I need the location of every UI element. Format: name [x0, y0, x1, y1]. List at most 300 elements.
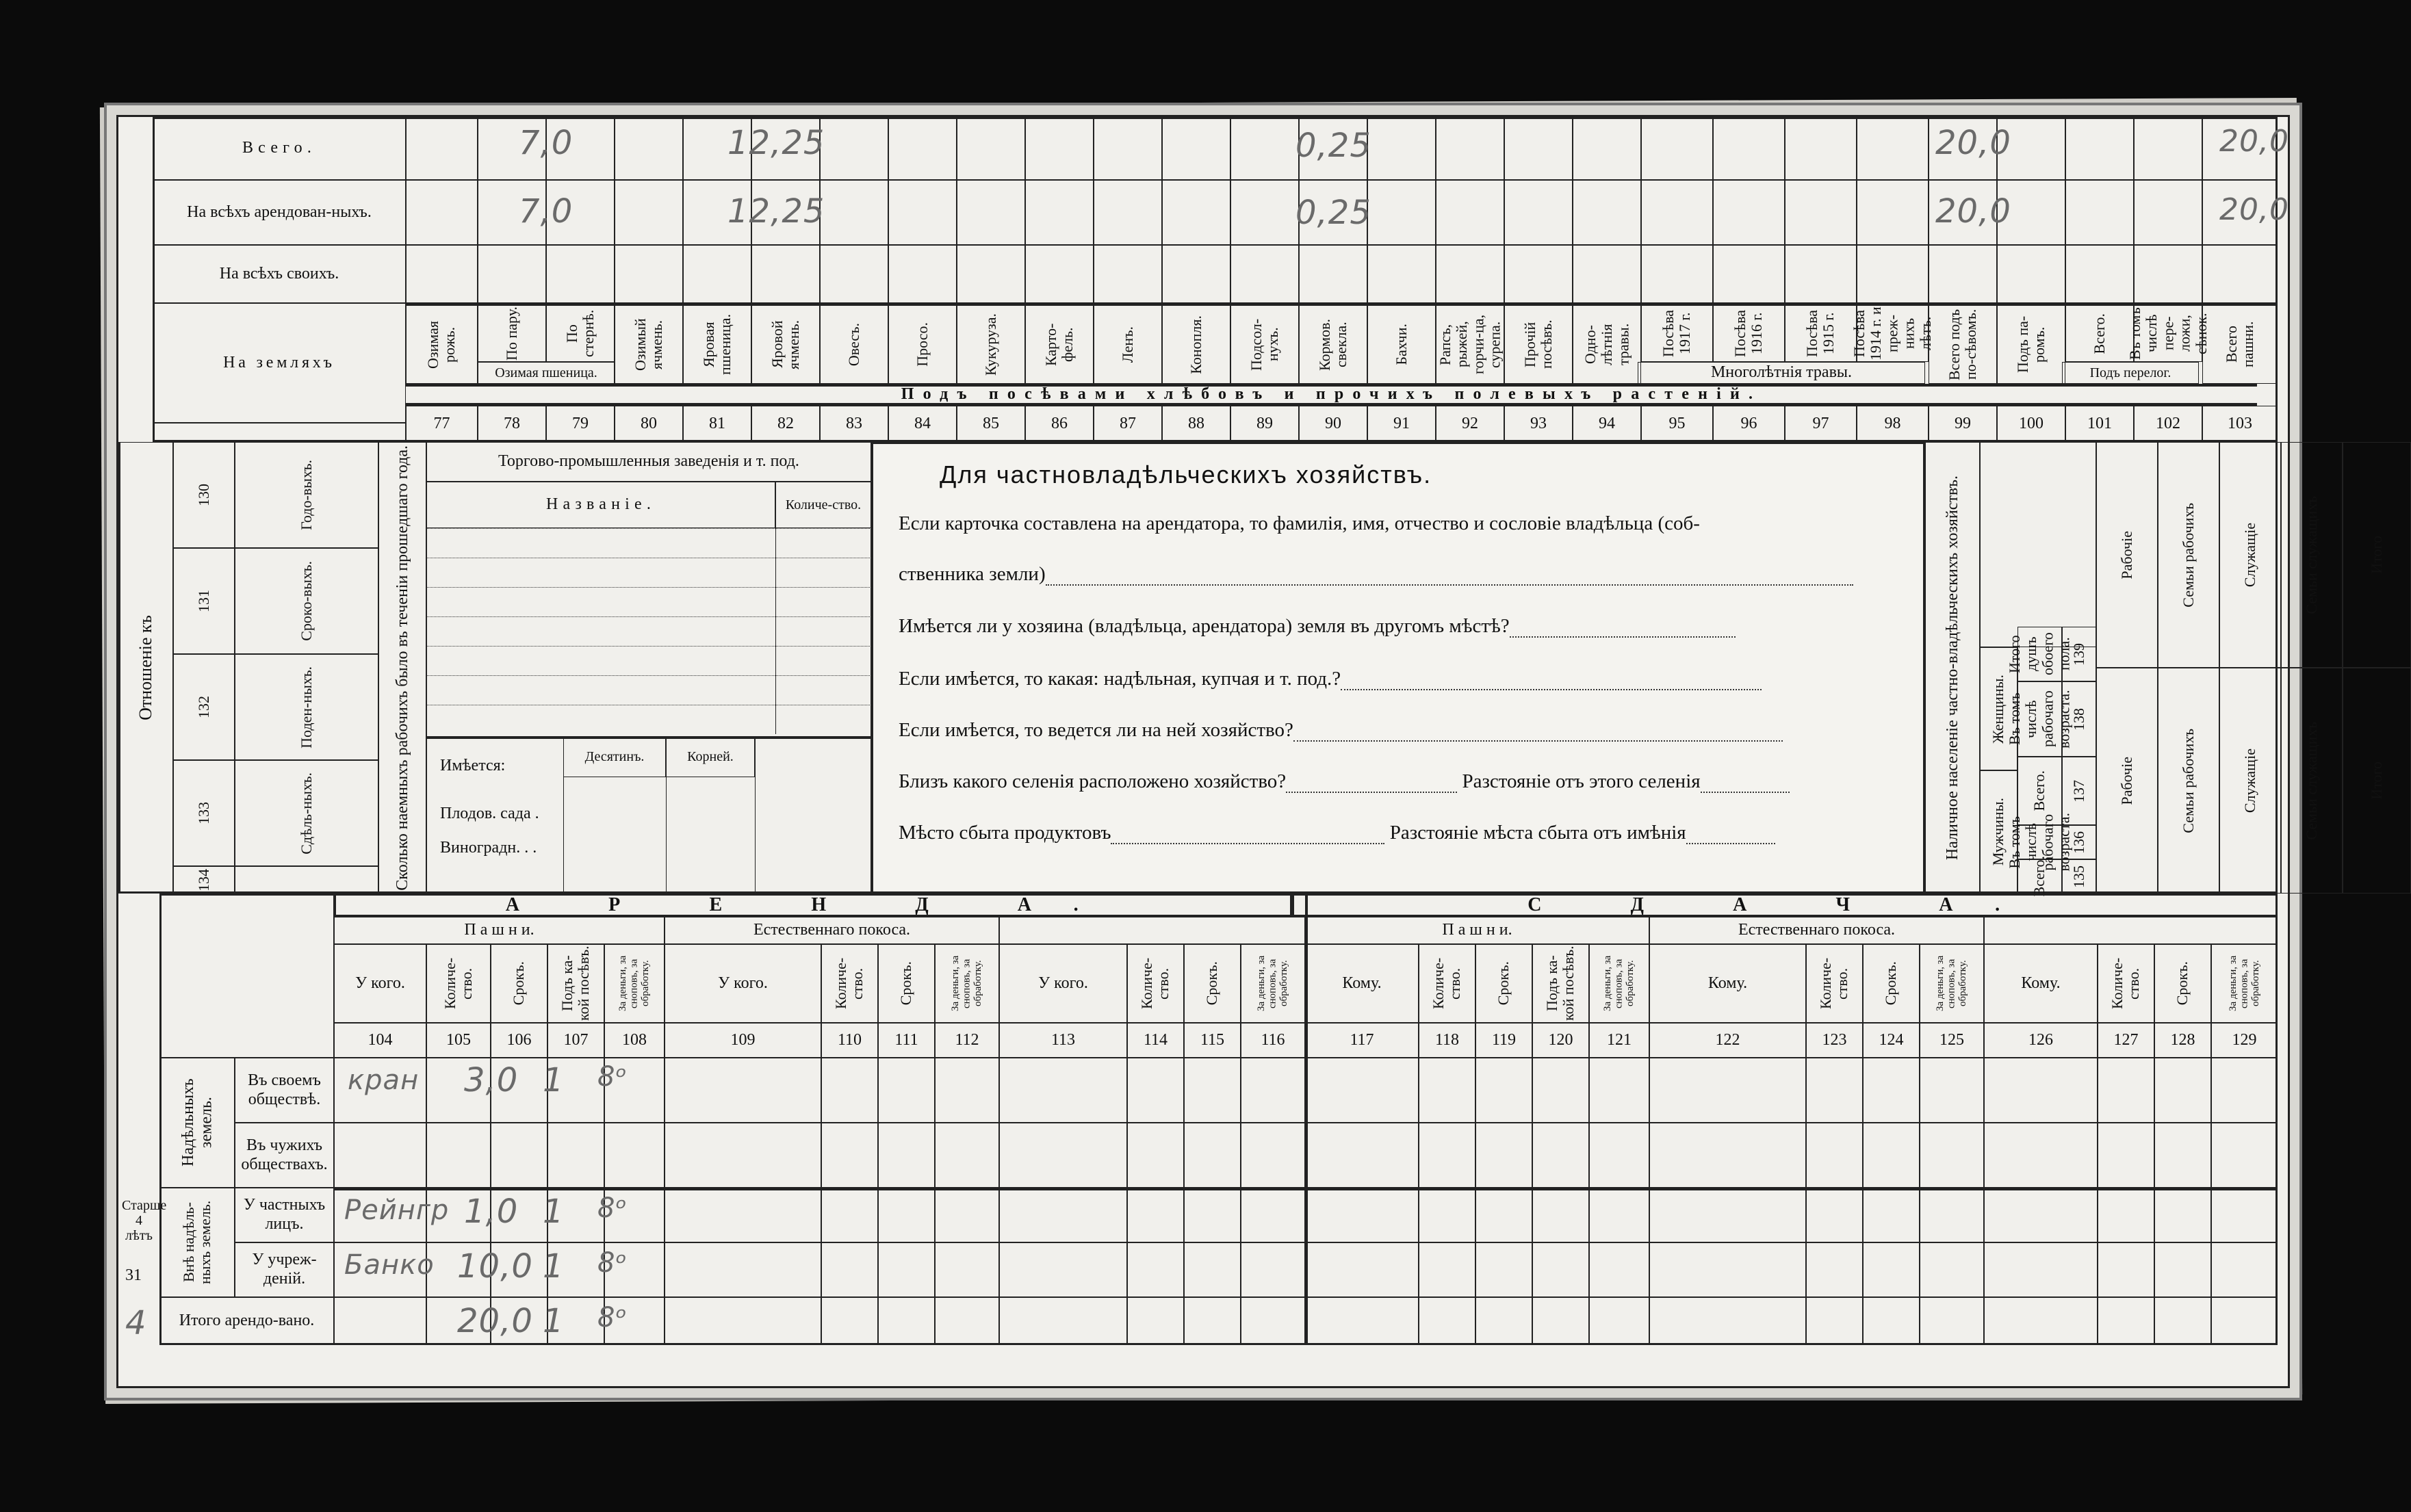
crop-cell-own	[1997, 245, 2065, 303]
crop-col-number-text: 88	[1188, 415, 1204, 432]
crop-cell-own	[615, 245, 683, 303]
crop-col-number-text: 82	[777, 415, 794, 432]
lease-cell	[935, 1297, 999, 1345]
crop-col-number	[957, 406, 1025, 442]
lease-col-number-text: 125	[1939, 1031, 1964, 1049]
right-col-bottom	[2343, 668, 2411, 894]
right-col-top	[2281, 442, 2343, 668]
lease-col-header	[334, 944, 426, 1023]
pop-row-number-text: 135	[2070, 865, 2087, 888]
crop-col-number	[751, 406, 820, 442]
hw-lease-r3-term: 1	[543, 1192, 565, 1231]
lease-cell	[1241, 1242, 1305, 1297]
hw-lease-r4-whom: Банко	[344, 1249, 435, 1281]
lease-cell	[1419, 1297, 1475, 1345]
lease-col-number	[1127, 1023, 1184, 1058]
lease-col-header	[1475, 944, 1532, 1023]
lease-col-number-text: 114	[1143, 1031, 1168, 1049]
lease-cell	[1649, 1242, 1806, 1297]
crop-col-number-text: 94	[1599, 415, 1615, 432]
lease-cell	[1649, 1123, 1806, 1188]
row-label-total: Всего.	[153, 117, 406, 180]
lease-subgroup-text: П а ш н и.	[1442, 921, 1512, 939]
lease-col-header-text: Количе-ство.	[1817, 957, 1851, 1010]
crop-col-number	[1504, 406, 1573, 442]
lease-cell	[1984, 1058, 2098, 1123]
crop-col-header-text: Озимый ячмень.	[631, 318, 665, 371]
crop-cell-own	[1367, 245, 1436, 303]
lease-cell	[1475, 1188, 1532, 1242]
lease-col-number-text: 127	[2113, 1031, 2139, 1049]
trade-row-qty	[775, 646, 871, 675]
crop-col-header-text: Овесъ.	[845, 322, 862, 367]
relation-number	[173, 548, 235, 654]
pop-row-number	[2062, 825, 2096, 859]
lease-col-number-text: 119	[1491, 1031, 1517, 1049]
arenda-title: А Р Е Н Д А.	[334, 894, 1292, 917]
relation-col-label-text: Сдѣль-ныхъ.	[297, 772, 315, 855]
pop-row-number-text: 139	[2070, 642, 2087, 666]
lease-cell	[1920, 1058, 1984, 1123]
lease-cell	[1305, 1188, 1419, 1242]
crop-cell-own	[1299, 245, 1367, 303]
lease-cell	[2098, 1123, 2154, 1188]
lease-col-header-text: Количе-ство.	[1430, 957, 1464, 1010]
lease-col-number	[426, 1023, 491, 1058]
crop-col-header-text: Конопля.	[1187, 315, 1204, 374]
lease-cell	[999, 1123, 1127, 1188]
crop-cell-total	[615, 117, 683, 180]
lease-col-number	[2154, 1023, 2211, 1058]
lease-cell	[1184, 1058, 1241, 1123]
crop-cell-total	[406, 117, 478, 180]
lease-subgroup-text: Естественнаго покоса.	[1738, 921, 1896, 939]
lease-cell	[665, 1242, 821, 1297]
lease-col-number-text: 111	[894, 1031, 918, 1049]
crop-col-header-text: Всего.	[2090, 313, 2108, 354]
men-label-text: Мужчины.	[1989, 798, 2007, 866]
right-col-bottom	[2096, 668, 2158, 894]
lease-cell	[1920, 1242, 1984, 1297]
lease-cell	[1920, 1123, 1984, 1188]
lease-cell	[878, 1123, 935, 1188]
lease-cell	[878, 1058, 935, 1123]
lease-col-header-text: Срокъ.	[2174, 961, 2191, 1006]
crop-col-number	[1436, 406, 1504, 442]
has-col-roots: Корней.	[666, 736, 755, 777]
crop-col-number	[820, 406, 888, 442]
lease-cell	[1589, 1188, 1649, 1242]
crop-col-header	[888, 303, 957, 384]
crop-cell-own	[1436, 245, 1504, 303]
group-vne: Внѣ надѣль-ныхъ земель.	[159, 1188, 235, 1297]
crop-col-number	[2202, 406, 2278, 442]
hw-lease-r5-crop: 8ᵒ	[597, 1302, 628, 1333]
lease-cell	[1920, 1297, 1984, 1345]
crop-cell-own	[2134, 245, 2202, 303]
hw-lease-r1-term: 1	[543, 1061, 565, 1099]
pop-row-label	[2006, 813, 2073, 872]
lease-col-header	[1984, 944, 2098, 1023]
right-col-bottom	[2281, 668, 2343, 894]
lease-col-header-text: Срокъ.	[510, 961, 528, 1006]
lease-subgroup	[999, 917, 1305, 944]
hw-lease-r4-term: 1	[543, 1247, 565, 1286]
hw-lease-r4-crop: 8ᵒ	[597, 1247, 628, 1279]
lease-col-number	[491, 1023, 547, 1058]
row-other-society: Въ чужихъ обществахъ.	[235, 1123, 334, 1188]
lease-col-number	[1532, 1023, 1589, 1058]
trade-name-header: Названіе.	[426, 482, 775, 528]
pop-row-label	[2017, 856, 2062, 897]
trade-row-qty	[775, 616, 871, 646]
crop-col-number	[1162, 406, 1230, 442]
crop-col-header	[546, 303, 615, 362]
lease-col-number	[1863, 1023, 1920, 1058]
crop-cell-rented	[1367, 180, 1436, 245]
lease-col-header	[1241, 944, 1305, 1023]
crop-cell-total	[1785, 117, 1857, 180]
sdacha-title: С Д А Ч А.	[1292, 894, 2278, 917]
crop-cell-total	[888, 117, 957, 180]
row-label-own: На всѣхъ своихъ.	[153, 245, 406, 303]
crop-cell-total	[957, 117, 1025, 180]
lease-col-number	[878, 1023, 935, 1058]
lease-cell	[1806, 1242, 1863, 1297]
hw-rented-rye-wheat: 7,0	[519, 192, 573, 231]
lease-cell	[999, 1188, 1127, 1242]
margin-num-31: 31	[125, 1266, 142, 1284]
pop-row-label-text: Въ томъ числѣ рабочаго возраста.	[2006, 690, 2073, 748]
lease-col-number	[999, 1023, 1127, 1058]
crop-col-number-text: 85	[983, 415, 999, 432]
right-col-bottom-text: Рабочіе	[2117, 756, 2135, 805]
crop-cell-rented	[1436, 180, 1504, 245]
crop-col-number	[1367, 406, 1436, 442]
lease-col-header	[1532, 944, 1589, 1023]
crop-col-header	[1436, 303, 1504, 384]
lease-col-header	[1649, 944, 1806, 1023]
crop-col-header	[478, 303, 546, 362]
right-col-top-text: Служащіе	[2241, 522, 2258, 588]
right-col-top-text: Семьи служащихъ	[2302, 495, 2320, 614]
relation-extra-blank	[235, 866, 378, 894]
right-col-top-text: Семьи рабочихъ	[2179, 502, 2197, 608]
crop-col-header	[1573, 303, 1641, 384]
crop-col-header-text: Ленъ.	[1118, 326, 1136, 363]
has-col-desyatin: Десятинъ.	[563, 736, 666, 777]
relation-col-label	[235, 442, 378, 548]
crop-col-number-text: 95	[1668, 415, 1686, 432]
hw-rented-spring-wheat: 12,25	[727, 192, 825, 231]
lease-col-header	[426, 944, 491, 1023]
lease-col-header	[2211, 944, 2278, 1023]
lease-cell	[1475, 1058, 1532, 1123]
crop-col-number-text: 86	[1051, 415, 1068, 432]
right-col-bottom	[2219, 668, 2281, 894]
lease-cell	[1241, 1058, 1305, 1123]
hw-rented-sown: 20,0	[1935, 192, 2011, 231]
relation-number-text: 131	[194, 590, 212, 612]
crop-col-number-text: 77	[433, 415, 450, 432]
crop-col-header-text: Всего подъ по-сѣвомъ.	[1945, 309, 1979, 380]
relation-number-extra	[173, 866, 235, 894]
crop-col-header	[1929, 303, 1997, 384]
lease-col-header-text: Срокъ.	[1882, 961, 1900, 1006]
crop-cell-own	[478, 245, 546, 303]
lease-cell	[491, 1123, 547, 1188]
lease-cell	[1475, 1123, 1532, 1188]
lease-col-header	[878, 944, 935, 1023]
private-q3: Если имѣется, то какая: надѣльная, купчая и т. под.?	[899, 668, 1762, 690]
lease-cell	[1863, 1058, 1920, 1123]
trade-row-name	[426, 528, 775, 558]
trade-row-name	[426, 705, 775, 734]
lease-col-number	[1305, 1023, 1419, 1058]
crop-col-header-text: По пару.	[502, 307, 520, 361]
crop-col-number-text: 101	[2087, 415, 2112, 432]
lease-cell	[1127, 1242, 1184, 1297]
hw-lease-r1-crop: 8ᵒ	[597, 1061, 628, 1093]
crop-cell-own	[751, 245, 820, 303]
trade-title: Торгово-промышленныя заведенія и т. под.	[426, 442, 871, 482]
lease-cell	[1649, 1188, 1806, 1242]
lease-col-number	[1806, 1023, 1863, 1058]
crop-col-header-text: Подъ па-ромъ.	[2013, 315, 2048, 374]
crop-cell-own	[683, 245, 751, 303]
lease-cell	[1419, 1123, 1475, 1188]
lease-col-number-text: 106	[506, 1031, 532, 1049]
crop-col-header	[1641, 303, 1713, 362]
hw-lease-r5-term: 1	[543, 1302, 565, 1340]
lease-col-header-text: Кому.	[2021, 974, 2061, 992]
pop-row-label-text: Всего.	[2030, 770, 2048, 811]
fallow-group	[2062, 362, 2199, 384]
trade-row-name	[426, 616, 775, 646]
crop-col-header	[1851, 303, 1934, 362]
lease-cell	[2154, 1188, 2211, 1242]
crop-cell-rented	[1230, 180, 1299, 245]
crop-col-header-text: Бахчи.	[1392, 324, 1410, 365]
crop-cell-total	[1713, 117, 1785, 180]
lease-col-number-text: 120	[1548, 1031, 1573, 1049]
pop-row-label-text: Всего.	[2030, 856, 2048, 897]
lease-cell	[1806, 1188, 1863, 1242]
lease-cell	[1241, 1188, 1305, 1242]
relation-number	[173, 442, 235, 548]
lease-col-header	[1184, 944, 1241, 1023]
lease-cell	[878, 1188, 935, 1242]
lease-subgroup	[1305, 917, 1649, 944]
lease-col-header-text: Срокъ.	[1495, 961, 1512, 1006]
lease-col-number-text: 107	[563, 1031, 589, 1049]
lease-col-header	[547, 944, 604, 1023]
pop-row-label-text: Итого душъ обоего пола.	[2006, 632, 2073, 676]
lease-col-header-text: Количе-ство.	[832, 957, 866, 1010]
crop-col-number-text: 93	[1530, 415, 1547, 432]
crop-cell-rented	[2065, 180, 2134, 245]
crop-col-header-text: По стернѣ.	[563, 309, 597, 358]
lease-cell	[999, 1242, 1127, 1297]
lease-cell	[1305, 1297, 1419, 1345]
crop-col-header	[615, 303, 683, 384]
crop-cell-own	[2202, 245, 2278, 303]
lease-cell	[821, 1242, 878, 1297]
lease-cell	[1920, 1188, 1984, 1242]
crop-col-header	[1230, 303, 1299, 384]
lease-cell	[1241, 1123, 1305, 1188]
lease-cell	[1806, 1058, 1863, 1123]
lease-cell	[1863, 1242, 1920, 1297]
lease-cell	[547, 1123, 604, 1188]
lease-cell	[1475, 1242, 1532, 1297]
row-total-leased: Итого арендо-вано.	[159, 1297, 334, 1345]
crop-col-number-text: 91	[1393, 415, 1410, 432]
crop-col-number-text: 84	[914, 415, 931, 432]
relation-number-extra-text: 134	[194, 868, 212, 891]
lease-col-number-text: 115	[1200, 1031, 1225, 1049]
lease-cell	[2211, 1188, 2278, 1242]
right-col-top-text: Итого	[2367, 536, 2385, 574]
lease-col-number	[2098, 1023, 2154, 1058]
crop-col-number-text: 102	[2156, 415, 2180, 432]
crop-col-header	[406, 303, 478, 384]
relation-col-label	[235, 548, 378, 654]
lease-cell	[1532, 1188, 1589, 1242]
lease-cell	[1127, 1297, 1184, 1345]
lease-cell	[1475, 1297, 1532, 1345]
lease-cell	[2154, 1058, 2211, 1123]
crop-cell-own	[1713, 245, 1785, 303]
crop-col-number	[478, 406, 546, 442]
lease-col-number	[665, 1023, 821, 1058]
lease-cell	[604, 1123, 665, 1188]
private-title: Для частновладѣльческихъ хозяйствъ.	[940, 460, 1432, 488]
lease-col-number-text: 104	[368, 1031, 393, 1049]
lease-col-number	[821, 1023, 878, 1058]
lease-cell	[1589, 1297, 1649, 1345]
lease-cell	[2098, 1058, 2154, 1123]
lease-col-number	[1920, 1023, 1984, 1058]
lease-cell	[2211, 1297, 2278, 1345]
lease-cell	[1863, 1297, 1920, 1345]
row-institutions: У учреж-деній.	[235, 1242, 334, 1297]
lease-cell	[1589, 1123, 1649, 1188]
crop-cell-rented	[1713, 180, 1785, 245]
lease-col-number	[2211, 1023, 2278, 1058]
crop-col-header	[1504, 303, 1573, 384]
lease-col-header-text: За деньги, за сноповъ, за обработку.	[617, 955, 652, 1012]
lease-subgroup-text: Естественнаго покоса.	[753, 921, 911, 939]
crop-cell-own	[1929, 245, 1997, 303]
lease-cell	[1184, 1242, 1241, 1297]
crop-col-number	[1573, 406, 1641, 442]
lease-cell	[999, 1058, 1127, 1123]
crop-cell-rented	[888, 180, 957, 245]
right-col-top	[2343, 442, 2411, 668]
lease-col-number	[334, 1023, 426, 1058]
lease-col-header	[604, 944, 665, 1023]
right-col-bottom	[2158, 668, 2219, 894]
crop-col-header-text: Кормов. свекла.	[1315, 318, 1350, 371]
crop-cell-total	[820, 117, 888, 180]
lease-cell	[1532, 1058, 1589, 1123]
relation-number-text: 130	[194, 484, 212, 506]
lease-cell	[1184, 1188, 1241, 1242]
trade-row-qty	[775, 528, 871, 558]
lease-cell	[2154, 1297, 2211, 1345]
relation-number-text: 132	[194, 696, 212, 718]
crop-col-header-text: Посѣва 1917 г.	[1660, 310, 1694, 358]
lease-cell	[1863, 1123, 1920, 1188]
crop-col-header-text: Одно-лѣтнія травы.	[1581, 323, 1632, 366]
crop-col-header-text: Всего пашни.	[2222, 321, 2256, 368]
lease-cell	[1127, 1058, 1184, 1123]
crop-col-header	[1025, 303, 1094, 384]
lease-cell	[665, 1123, 821, 1188]
lease-col-number-text: 110	[837, 1031, 862, 1049]
lease-cell	[878, 1297, 935, 1345]
crop-col-header-text: Рапсъ, рыжей, горчи-ца, сурепа.	[1436, 314, 1504, 375]
crop-cell-own	[406, 245, 478, 303]
trade-row-name	[426, 587, 775, 616]
crop-col-number-text: 98	[1884, 415, 1901, 432]
crop-col-number-text: 99	[1955, 415, 1971, 432]
crop-cell-own	[957, 245, 1025, 303]
crop-col-header	[1997, 303, 2065, 384]
crop-cell-total	[1367, 117, 1436, 180]
pop-row-number	[2062, 627, 2096, 681]
crop-cell-own	[1230, 245, 1299, 303]
crop-col-header	[1162, 303, 1230, 384]
crop-col-number	[406, 406, 478, 442]
lease-cell	[1419, 1188, 1475, 1242]
lease-cell	[821, 1297, 878, 1345]
lease-col-number-text: 129	[2232, 1031, 2257, 1049]
lease-cell	[1589, 1058, 1649, 1123]
lease-col-number-text: 105	[446, 1031, 471, 1049]
lease-cell	[2098, 1242, 2154, 1297]
relation-number	[173, 654, 235, 760]
lease-cell	[1127, 1123, 1184, 1188]
lease-cell	[821, 1058, 878, 1123]
lease-cell	[1305, 1242, 1419, 1297]
lease-col-number-text: 118	[1434, 1031, 1460, 1049]
hw-rented-beet: 0,25	[1295, 194, 1371, 232]
crop-cell-own	[2065, 245, 2134, 303]
lease-cell	[1241, 1297, 1305, 1345]
lease-cell	[1649, 1297, 1806, 1345]
crop-banner: Подъ посѣвами хлѣбовъ и прочихъ полевыхъ растеній.	[406, 384, 2257, 406]
margin-older: Старше 4 лѣтъ	[122, 1198, 167, 1243]
hw-lease-r1-whom: кран	[348, 1065, 420, 1096]
lease-cell	[1532, 1297, 1589, 1345]
lease-cell	[334, 1123, 426, 1188]
row-private-persons: У частныхъ лицъ.	[235, 1188, 334, 1242]
lease-col-number	[1984, 1023, 2098, 1058]
crop-cell-total	[1641, 117, 1713, 180]
lease-col-header	[1863, 944, 1920, 1023]
lease-col-header-text: Количе-ство.	[1138, 957, 1172, 1010]
crop-cell-rented	[1857, 180, 1929, 245]
lease-cell	[1532, 1242, 1589, 1297]
lease-col-number-text: 116	[1261, 1031, 1285, 1049]
crop-col-header	[1094, 303, 1162, 384]
hw-lease-r5-qty: 20,0	[457, 1302, 533, 1340]
lease-col-header-text: Кому.	[1707, 974, 1748, 992]
relation-col-label	[235, 760, 378, 866]
crop-cell-own	[1573, 245, 1641, 303]
